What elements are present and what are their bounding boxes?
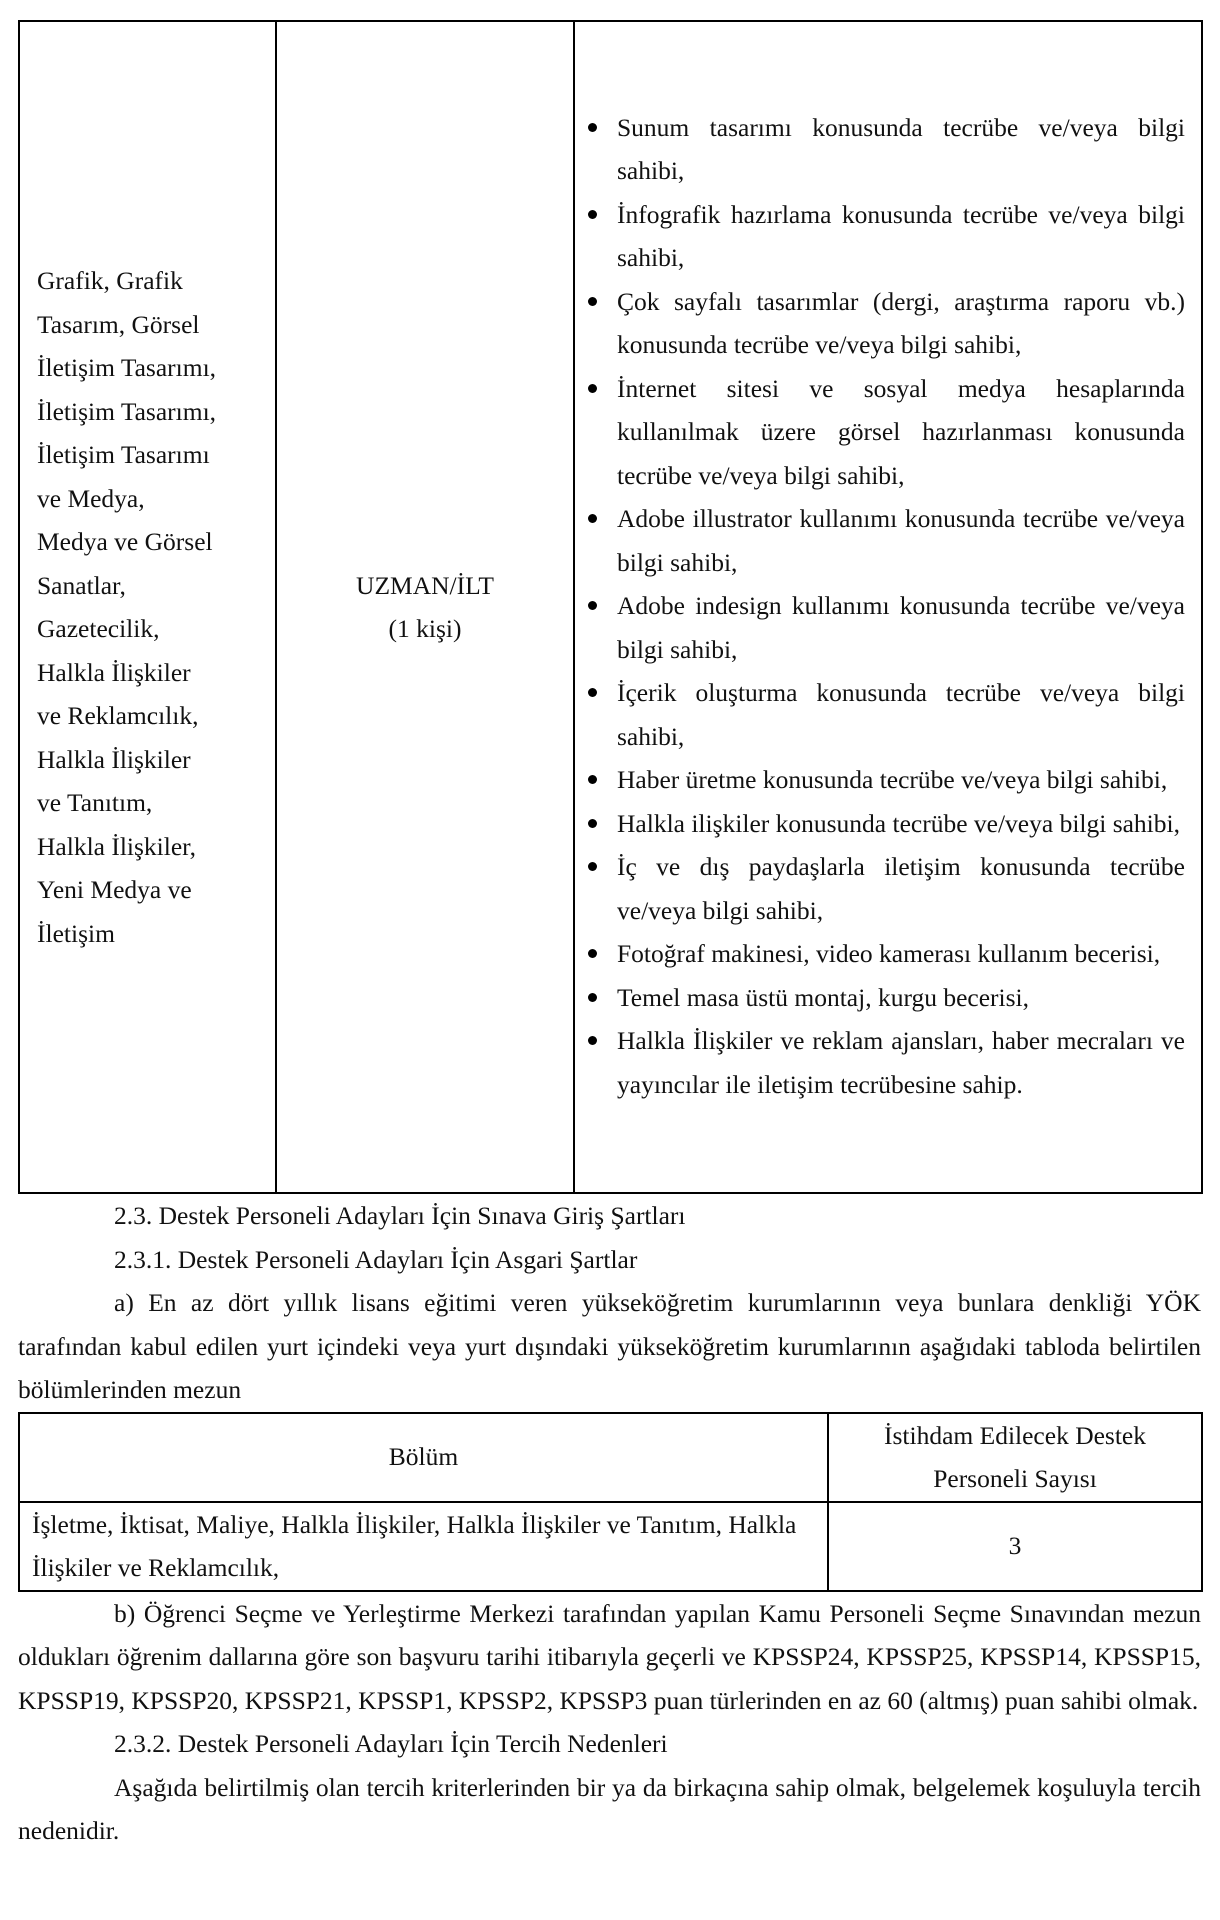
- position-requirements-table: [18, 20, 1203, 1194]
- department-line: Tasarım, Görsel: [37, 309, 200, 339]
- bullet-icon: [588, 514, 597, 523]
- requirements-list: [575, 106, 1185, 1107]
- department-line: Sanatlar,: [37, 570, 126, 600]
- bullet-icon: [588, 297, 597, 306]
- list-item: [575, 106, 1185, 193]
- section-2-3-heading: 2.3. Destek Personeli Adayları İçin Sınava Giriş Şartları: [114, 1201, 686, 1230]
- table-row: [19, 1502, 1202, 1591]
- department-line: Medya ve Görsel: [37, 527, 213, 556]
- department-list: [37, 259, 265, 955]
- paragraph-b: b) Öğrenci Seçme ve Yerleştirme Merkezi tarafından yapılan Kamu Personeli Seçme Sınavından mezun oldukları öğrenim dallarına göre son başvuru tarihi itibarıyla geçerli ve KPSSP24, KPSSP25, KPSSP14, KPSSP15, KPSSP19, KPSSP20, KPSSP21, KPSSP1, KPSSP2, KPSSP3 puan türlerinden en az 60 (altmış) puan sahibi olmak.: [18, 1598, 1201, 1715]
- department-line: Halkla İlişkiler,: [37, 831, 197, 861]
- department-line: İletişim Tasarımı: [37, 440, 210, 469]
- row-staff-count: 3: [828, 1502, 1202, 1591]
- list-item: [575, 280, 1185, 367]
- section-2-3-1-heading: 2.3.1. Destek Personeli Adayları İçin Asgari Şartlar: [114, 1244, 638, 1274]
- list-item: [575, 802, 1185, 846]
- requirement-text: Adobe indesign kullanımı konusunda tecrübe ve/veya bilgi sahibi,: [617, 591, 1185, 664]
- list-item: [575, 671, 1185, 758]
- table-row: [19, 21, 1202, 1193]
- department-line: İletişim Tasarımı,: [37, 396, 217, 426]
- department-line: İletişim Tasarımı,: [37, 353, 217, 382]
- department-line: İletişim: [37, 918, 115, 948]
- bullet-icon: [588, 775, 597, 784]
- row-department: İşletme, İktisat, Maliye, Halkla İlişkiler, Halkla İlişkiler ve Tanıtım, Halkla İlişkiler ve Reklamcılık,: [19, 1502, 828, 1591]
- department-cell: [19, 21, 276, 1193]
- department-line: ve Reklamcılık,: [37, 701, 199, 730]
- requirements-cell: [574, 21, 1202, 1193]
- list-item: [575, 932, 1185, 976]
- requirement-text: Haber üretme konusunda tecrübe ve/veya bilgi sahibi,: [617, 765, 1168, 795]
- department-line: Grafik, Grafik: [37, 266, 183, 295]
- document-page: [18, 20, 1201, 1853]
- department-line: Gazetecilik,: [37, 614, 160, 643]
- paragraph-preference: Aşağıda belirtilmiş olan tercih kriterlerinden bir ya da birkaçına sahip olmak, belgelemek koşuluyla tercih nedenidir.: [18, 1772, 1201, 1845]
- department-line: Halkla İlişkiler: [37, 744, 191, 774]
- department-line: Yeni Medya ve: [37, 875, 192, 904]
- requirement-text: Halkla İlişkiler ve reklam ajansları, haber mecraları ve yayıncılar ile iletişim tecrübesine sahip.: [617, 1026, 1185, 1099]
- bullet-icon: [588, 688, 597, 697]
- bullet-icon: [588, 819, 597, 828]
- header-staff-count: [828, 1413, 1202, 1502]
- position-cell: [276, 21, 574, 1193]
- bullet-icon: [588, 993, 597, 1002]
- bullet-icon: [588, 123, 597, 132]
- list-item: [575, 758, 1185, 802]
- position-title: UZMAN/İLT: [356, 570, 494, 600]
- header-staff-count-line2: Personeli Sayısı: [933, 1464, 1097, 1493]
- section-2-3-2-heading: 2.3.2. Destek Personeli Adayları İçin Tercih Nedenleri: [114, 1729, 668, 1758]
- requirement-text: Halkla ilişkiler konusunda tecrübe ve/veya bilgi sahibi,: [617, 808, 1180, 838]
- requirement-text: Fotoğraf makinesi, video kamerası kullanım becerisi,: [617, 939, 1161, 969]
- bullet-icon: [588, 862, 597, 871]
- list-item: [575, 845, 1185, 932]
- bullet-icon: [588, 384, 597, 393]
- bullet-icon: [588, 601, 597, 610]
- requirement-text: İnternet sitesi ve sosyal medya hesaplarında kullanılmak üzere görsel hazırlanması konusunda tecrübe ve/veya bilgi sahibi,: [617, 373, 1185, 490]
- paragraph-a: a) En az dört yıllık lisans eğitimi veren yükseköğretim kurumlarının veya bunlara denkliği YÖK tarafından kabul edilen yurt içindeki veya yurt dışındaki yükseköğretim kurumlarının aşağıdaki tabloda belirtilen bölümlerinden mezun: [18, 1288, 1201, 1404]
- list-item: [575, 1019, 1185, 1106]
- requirement-text: İç ve dış paydaşlarla iletişim konusunda tecrübe ve/veya bilgi sahibi,: [617, 852, 1185, 925]
- requirement-text: Çok sayfalı tasarımlar (dergi, araştırma raporu vb.) konusunda tecrübe ve/veya bilgi sahibi,: [617, 286, 1185, 360]
- table-header-row: [19, 1413, 1202, 1502]
- bullet-icon: [588, 1036, 597, 1045]
- list-item: [575, 976, 1185, 1020]
- list-item: [575, 497, 1185, 584]
- department-line: ve Medya,: [37, 483, 145, 513]
- requirement-text: Sunum tasarımı konusunda tecrübe ve/veya bilgi sahibi,: [617, 112, 1185, 186]
- bullet-icon: [588, 210, 597, 219]
- header-staff-count-line1: İstihdam Edilecek Destek: [884, 1420, 1146, 1450]
- list-item: [575, 584, 1185, 671]
- list-item: [575, 193, 1185, 280]
- department-line: ve Tanıtım,: [37, 788, 153, 817]
- support-staff-table: [18, 1412, 1203, 1592]
- requirement-text: İçerik oluşturma konusunda tecrübe ve/veya bilgi sahibi,: [617, 678, 1185, 751]
- department-line: Halkla İlişkiler: [37, 657, 191, 687]
- requirement-text: Adobe illustrator kullanımı konusunda tecrübe ve/veya bilgi sahibi,: [617, 504, 1185, 577]
- requirement-text: Temel masa üstü montaj, kurgu becerisi,: [617, 982, 1030, 1012]
- bullet-icon: [588, 949, 597, 958]
- list-item: [575, 367, 1185, 498]
- requirement-text: İnfografik hazırlama konusunda tecrübe ve/veya bilgi sahibi,: [617, 199, 1185, 273]
- position-count: (1 kişi): [388, 614, 462, 643]
- header-department: Bölüm: [19, 1413, 828, 1502]
